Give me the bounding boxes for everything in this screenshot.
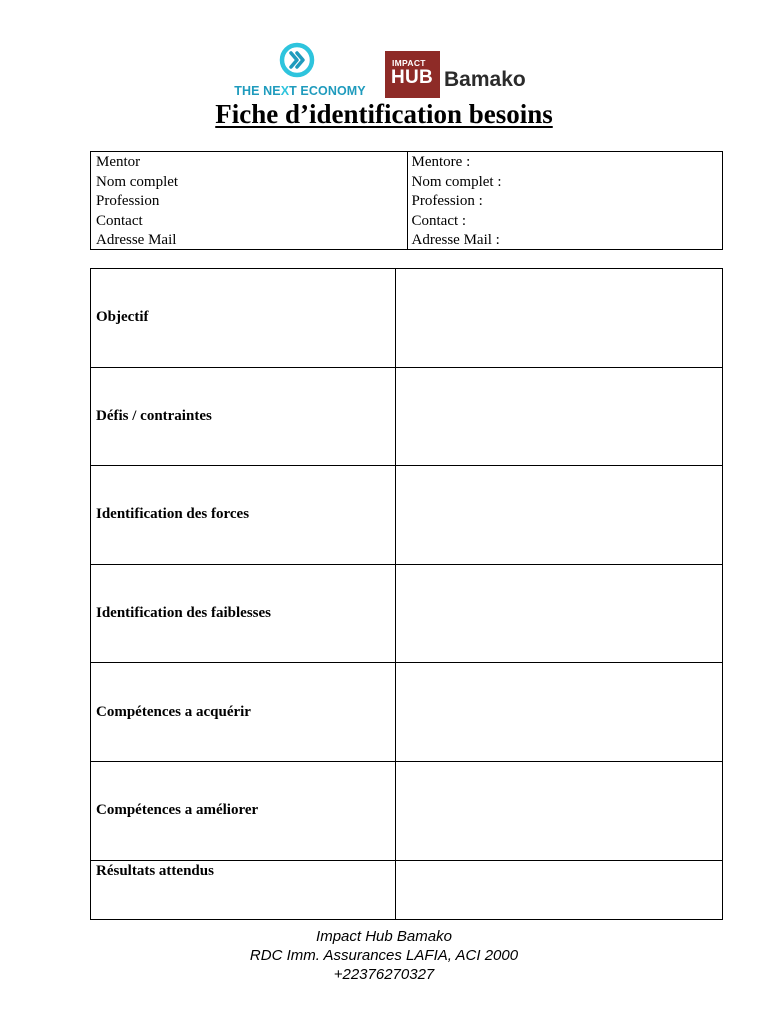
mentore-profession-field: Profession : [411,193,483,209]
row-label-defis: Défis / contraintes [91,367,396,466]
row-label-objectif: Objectif [91,269,396,368]
next-economy-wordmark: THE NEXT ECONOMY [234,84,366,98]
footer-address-line: RDC Imm. Assurances LAFIA, ACI 2000 [249,947,519,964]
table-row [91,564,723,663]
row-value-competences-acquerir[interactable] [396,663,723,762]
row-value-objectif[interactable] [396,269,723,368]
impact-hub-logo [385,51,540,99]
table-row [91,761,723,860]
row-label-competences-ameliorer: Compétences a améliorer [91,761,396,860]
mentor-contact-field: Contact [96,212,143,229]
row-value-resultats[interactable] [396,860,723,919]
mentore-contact-field: Contact : [411,212,467,229]
table-row [91,860,723,919]
row-label-faiblesses: Identification des faiblesses [91,564,396,663]
needs-table [90,268,723,920]
row-value-defis[interactable] [396,367,723,466]
footer-org-name: Impact Hub Bamako [316,928,452,945]
row-label-competences-acquerir: Compétences a acquérir [91,663,396,762]
mentor-email-field: Adresse Mail [96,232,177,248]
mentor-name-field: Nom complet [96,173,179,190]
mentore-heading: Mentore : [411,154,471,170]
table-row [91,269,723,368]
impact-hub-badge: IMPACT HUB [385,51,440,98]
mentore-name-field: Nom complet : [411,173,502,190]
row-value-competences-ameliorer[interactable] [396,761,723,860]
mentor-column [91,152,407,249]
footer-phone: +22376270327 [333,966,435,983]
mentor-info-table [90,151,723,250]
row-value-faiblesses[interactable] [396,564,723,663]
row-value-forces[interactable] [396,466,723,565]
table-row [91,367,723,466]
mentor-profession-field: Profession [96,193,160,209]
impact-hub-city: Bamako [444,68,526,91]
next-economy-logo [226,42,374,100]
mentor-heading: Mentor [96,154,141,170]
table-row [91,466,723,565]
mentore-column [407,152,723,249]
page-title: Fiche d’identification besoins [215,99,553,129]
double-chevron-right-icon [279,42,315,78]
table-row [91,663,723,762]
row-label-forces: Identification des forces [91,466,396,565]
footer-address [0,927,768,984]
mentore-email-field: Adresse Mail : [411,232,500,248]
row-label-resultats: Résultats attendus [91,860,396,919]
